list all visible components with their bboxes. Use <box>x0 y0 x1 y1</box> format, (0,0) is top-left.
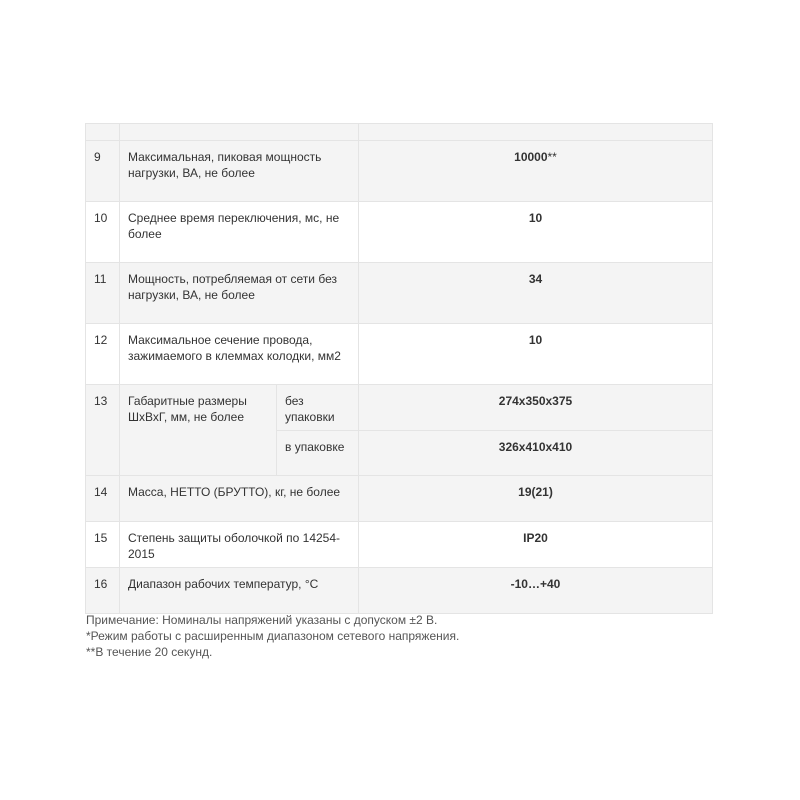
param-sub-label: без упаковки <box>277 385 359 431</box>
param-value: -10…+40 <box>359 568 713 614</box>
param-value: 10 <box>359 202 713 263</box>
param-name: Мощность, потребляемая от сети без нагрузки, ВА, не более <box>120 263 359 324</box>
param-value: 34 <box>359 263 713 324</box>
row-number: 14 <box>86 476 120 522</box>
table-row <box>86 141 713 202</box>
param-name: Степень защиты оболочкой по 14254-2015 <box>120 522 359 568</box>
row-number: 9 <box>86 141 120 202</box>
row-number: 13 <box>86 385 120 476</box>
notes-block <box>86 612 726 660</box>
note-line: Примечание: Номиналы напряжений указаны с допуском ±2 В. <box>86 613 438 627</box>
row-number: 11 <box>86 263 120 324</box>
note-line: **В течение 20 секунд. <box>86 645 213 659</box>
table-row <box>86 522 713 568</box>
param-value: IP20 <box>359 522 713 568</box>
note-line: *Режим работы с расширенным диапазоном сетевого напряжения. <box>86 629 460 643</box>
table-row <box>86 385 713 431</box>
param-value: 326х410х410 <box>359 431 713 476</box>
row-number: 16 <box>86 568 120 614</box>
table-row <box>86 476 713 522</box>
param-name: Масса, НЕТТО (БРУТТО), кг, не более <box>120 476 359 522</box>
table-row <box>86 202 713 263</box>
row-number: 12 <box>86 324 120 385</box>
value-text: 10000 <box>514 150 548 164</box>
table-cell <box>120 124 359 141</box>
param-name: Максимальное сечение провода, зажимаемого в клеммах колодки, мм2 <box>120 324 359 385</box>
row-number: 10 <box>86 202 120 263</box>
param-value: 19(21) <box>359 476 713 522</box>
spec-table <box>85 123 713 614</box>
param-name: Максимальная, пиковая мощность нагрузки, ВА, не более <box>120 141 359 202</box>
row-number: 15 <box>86 522 120 568</box>
param-value: 274х350х375 <box>359 385 713 431</box>
value-footnote-mark: ** <box>547 150 557 164</box>
param-value <box>359 141 713 202</box>
param-name: Габаритные размеры ШхВхГ, мм, не более <box>120 385 277 476</box>
table-row <box>86 324 713 385</box>
param-sub-label: в упаковке <box>277 431 359 476</box>
table-row <box>86 568 713 614</box>
table-cell <box>86 124 120 141</box>
param-name: Среднее время переключения, мс, не более <box>120 202 359 263</box>
table-cell <box>359 124 713 141</box>
table-row-partial <box>86 124 713 141</box>
table-row <box>86 263 713 324</box>
param-value: 10 <box>359 324 713 385</box>
param-name: Диапазон рабочих температур, °С <box>120 568 359 614</box>
